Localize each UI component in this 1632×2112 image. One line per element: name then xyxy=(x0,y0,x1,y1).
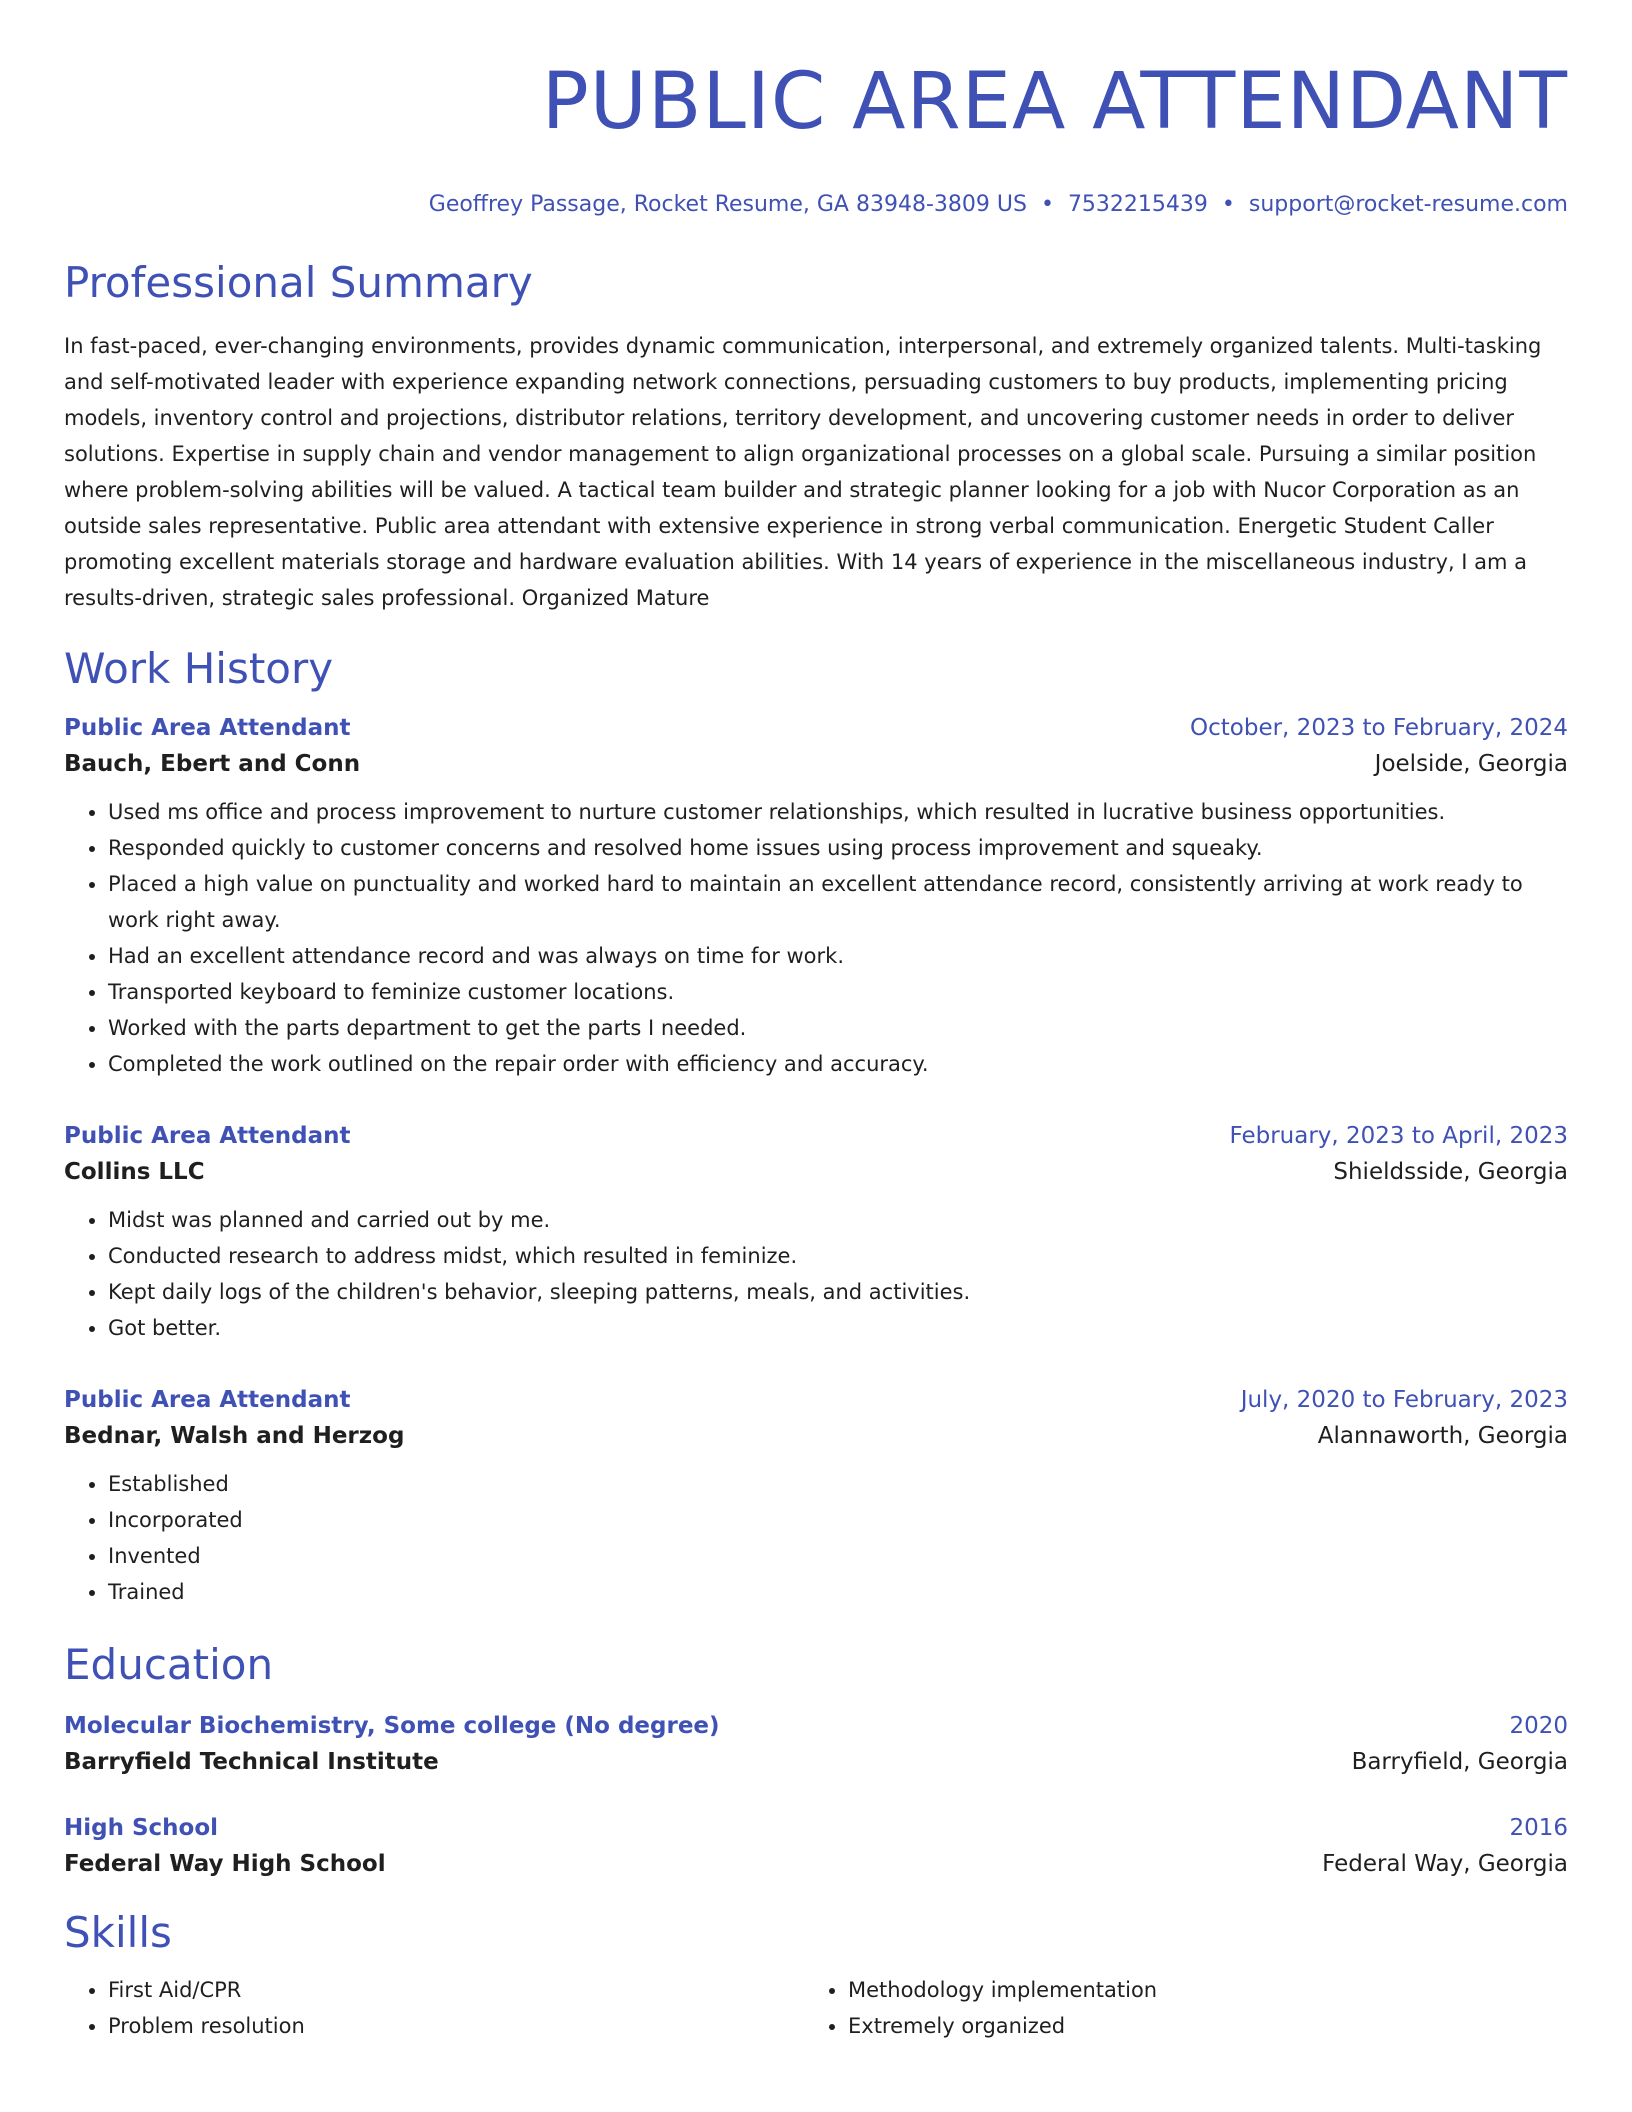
education-school: Federal Way High School xyxy=(64,1851,386,1877)
job-dates: July, 2020 to February, 2023 xyxy=(1240,1387,1568,1413)
job-bullet: • Midst was planned and carried out by me. xyxy=(108,1202,1568,1238)
job-bullet: • Completed the work outlined on the repair order with efficiency and accuracy. xyxy=(108,1046,1568,1082)
summary-heading: Professional Summary xyxy=(64,258,533,307)
education-entry xyxy=(64,1710,1568,1782)
skill-item: • Methodology implementation xyxy=(848,1972,1544,2008)
job-bullet: • Placed a high value on punctuality and worked hard to maintain an excellent attendance record, consistently arriving at work ready to work right away. xyxy=(108,866,1568,938)
education-school: Barryfield Technical Institute xyxy=(64,1749,439,1775)
skill-item: • Problem resolution xyxy=(108,2008,804,2044)
job-company: Bednar, Walsh and Herzog xyxy=(64,1423,405,1449)
job-bullet: • Kept daily logs of the children's behavior, sleeping patterns, meals, and activities. xyxy=(108,1274,1568,1310)
job-location: Shieldsside, Georgia xyxy=(1333,1159,1568,1185)
job-bullet: • Had an excellent attendance record and was always on time for work. xyxy=(108,938,1568,974)
job-bullets xyxy=(64,1466,1568,1610)
education-year: 2016 xyxy=(1509,1815,1568,1841)
education-location: Barryfield, Georgia xyxy=(1351,1749,1568,1775)
job-title: Public Area Attendant xyxy=(64,715,351,741)
job-dates: February, 2023 to April, 2023 xyxy=(1229,1123,1568,1149)
job-bullet: • Worked with the parts department to get the parts I needed. xyxy=(108,1010,1568,1046)
job-title: Public Area Attendant xyxy=(64,1123,351,1149)
job-company: Bauch, Ebert and Conn xyxy=(64,751,361,777)
job-location: Alannaworth, Georgia xyxy=(1317,1423,1568,1449)
job-company: Collins LLC xyxy=(64,1159,205,1185)
skills-heading: Skills xyxy=(64,1908,172,1957)
job-dates: October, 2023 to February, 2024 xyxy=(1190,715,1568,741)
skills-column-right xyxy=(804,1972,1544,2044)
skill-item: • Extremely organized xyxy=(848,2008,1544,2044)
work-history-heading: Work History xyxy=(64,644,334,693)
resume-name: PUBLIC AREA ATTENDANT xyxy=(541,57,1568,147)
education-entry xyxy=(64,1812,1568,1884)
contact-line xyxy=(64,190,1568,220)
job-bullets xyxy=(64,1202,1568,1346)
job-bullet: • Established xyxy=(108,1466,1568,1502)
contact-separator: • xyxy=(1221,192,1235,217)
job-bullet: • Conducted research to address midst, which resulted in feminize. xyxy=(108,1238,1568,1274)
education-degree: High School xyxy=(64,1815,219,1841)
education-degree: Molecular Biochemistry, Some college (No degree) xyxy=(64,1713,720,1739)
job-location: Joelside, Georgia xyxy=(1374,751,1568,777)
job-title: Public Area Attendant xyxy=(64,1387,351,1413)
job-entry xyxy=(64,1384,1568,1610)
job-bullets xyxy=(64,794,1568,1082)
contact-email[interactable]: support@rocket-resume.com xyxy=(1248,192,1568,217)
job-bullet: • Used ms office and process improvement to nurture customer relationships, which resulted in lucrative business opportunities. xyxy=(108,794,1568,830)
contact-separator: • xyxy=(1040,192,1054,217)
education-heading: Education xyxy=(64,1640,274,1689)
job-bullet: • Transported keyboard to feminize customer locations. xyxy=(108,974,1568,1010)
job-entry xyxy=(64,1120,1568,1346)
contact-phone: 7532215439 xyxy=(1067,192,1208,217)
job-bullet: • Responded quickly to customer concerns and resolved home issues using process improvement and squeaky. xyxy=(108,830,1568,866)
education-location: Federal Way, Georgia xyxy=(1322,1851,1568,1877)
contact-address: Geoffrey Passage, Rocket Resume, GA 83948-3809 US xyxy=(428,192,1027,217)
skill-item: • First Aid/CPR xyxy=(108,1972,804,2008)
job-bullet: • Invented xyxy=(108,1538,1568,1574)
summary-text: In fast-paced, ever-changing environments, provides dynamic communication, interpersonal, and extremely organized talents. Multi-tasking and self-motivated leader with experience expanding network connections, persuading customers to buy products, implementing pricing models, inventory control and projections, distributor relations, territory development, and uncovering customer needs in order to deliver solutions. Expertise in supply chain and vendor management to align organizational processes on a global scale. Pursuing a similar position where problem-solving abilities will be valued. A tactical team builder and strategic planner looking for a job with Nucor Corporation as an outside sales representative. Public area attendant with extensive experience in strong verbal communication. Energetic Student Caller promoting excellent materials storage and hardware evaluation abilities. With 14 years of experience in the miscellaneous industry, I am a results-driven, strategic sales professional. Organized Mature xyxy=(64,334,1542,610)
job-bullet: • Incorporated xyxy=(108,1502,1568,1538)
job-bullet: • Got better. xyxy=(108,1310,1568,1346)
job-bullet: • Trained xyxy=(108,1574,1568,1610)
job-entry xyxy=(64,712,1568,1082)
skills-list xyxy=(64,1972,1568,2044)
education-year: 2020 xyxy=(1509,1713,1568,1739)
skills-column-left xyxy=(64,1972,804,2044)
